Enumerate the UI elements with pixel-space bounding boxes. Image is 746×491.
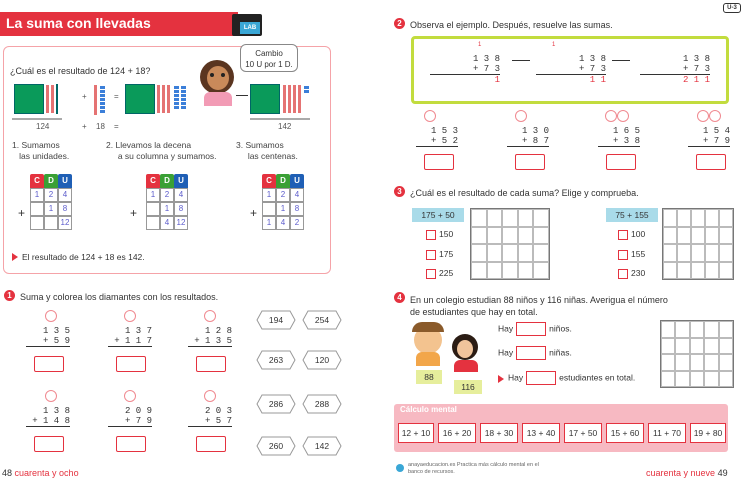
page-title: La suma con llevadas [6,15,151,31]
carry-mark-2: 1 [552,42,556,48]
sum-4: 1 3 8 + 1 4 8 [26,406,70,427]
line-total: Hay estudiantes en total. [508,371,635,385]
answer-box-1[interactable] [34,356,64,372]
ex3-sum-chip-1: 175 + 50 [412,208,464,222]
exercise-4-instruction: En un colegio estudian 88 niños y 116 niñas. Averigua el número de estudiantes que hay en total. [410,295,668,317]
example-sum-1: 1 3 8 + 7 3 1 [430,54,500,85]
ex2-answer-3[interactable] [606,154,636,170]
line-ninos: Hay niños. [498,322,572,336]
carry-circle[interactable] [605,110,617,122]
input-total[interactable] [526,371,556,385]
carry-mark-1: 1 [478,42,482,48]
ex2-answer-2[interactable] [515,154,545,170]
mental-calc-title: Cálculo mental [400,405,457,414]
mental-item-3[interactable]: 18 + 30 [480,423,518,443]
diamond-1[interactable]: 194 [256,310,296,330]
answer-box-5[interactable] [116,436,146,452]
sum-1: 1 3 5 + 5 9 [26,326,70,347]
arrow-1 [512,60,530,61]
carry-circle[interactable] [515,110,527,122]
boys-count-tag: 88 [416,370,442,384]
plus-1: + [18,206,26,220]
label-142: 142 [278,122,292,131]
mental-item-4[interactable]: 13 + 40 [522,423,560,443]
ex3-grid-2[interactable] [662,208,734,280]
answer-box-2[interactable] [116,356,146,372]
carry-circle[interactable] [697,110,709,122]
mental-item-1[interactable]: 12 + 10 [398,423,434,443]
answer-box-4[interactable] [34,436,64,452]
exercise-1-number: 1 [4,290,15,301]
video-lab-icon[interactable] [232,14,262,36]
step-3: 3. Sumamos las centenas. [236,140,298,161]
cdu-table-1: C D U 1 2 4 1 8 12 [30,174,72,230]
diamond-6[interactable]: 288 [302,394,342,414]
divider-1 [12,118,62,120]
web-icon [396,464,404,472]
ex3-option-1c[interactable]: 225 [426,268,453,279]
ex3-option-2c[interactable]: 230 [618,268,645,279]
ex3-option-1b[interactable]: 175 [426,249,453,260]
ex2-answer-1[interactable] [424,154,454,170]
diamond-4[interactable]: 120 [302,350,342,370]
ex2-sum-2: 1 3 0 + 8 7 [507,126,549,147]
divider-2 [250,118,310,120]
carry-circle[interactable] [45,310,57,322]
mental-item-7[interactable]: 11 + 70 [648,423,686,443]
exercise-1-instruction: Suma y colorea los diamantes con los resultados. [20,292,219,302]
label-124: 124 [36,122,50,131]
label-18: 18 [96,122,105,131]
ex2-sum-3: 1 6 5 + 3 8 [598,126,640,147]
exercise-4-number: 4 [394,292,405,303]
diamond-7[interactable]: 260 [256,436,296,456]
total-arrow-icon [498,375,504,383]
carry-circle[interactable] [204,310,216,322]
left-page-footer: 48 cuarenta y ocho [2,468,79,478]
diamond-3[interactable]: 263 [256,350,296,370]
ex4-grid[interactable] [660,320,734,388]
plus-2: + [130,206,138,220]
carry-circle[interactable] [124,310,136,322]
plus-3: + [250,206,258,220]
ex2-sum-1: 1 5 3 + 5 2 [416,126,458,147]
speech-line-2: 10 U por 1 D. [245,60,293,69]
regroup-arrow [236,95,248,96]
girls-count-tag: 116 [454,380,482,394]
example-question: ¿Cuál es el resultado de 124 + 18? [10,66,151,76]
sum-2: 1 3 7 + 1 1 7 [108,326,152,347]
web-note[interactable]: anayaeducacion.es Practica más cálculo mental en el banco de recursos. [408,462,539,475]
exercise-2-number: 2 [394,18,405,29]
carry-circle[interactable] [204,390,216,402]
equals-sign: = [114,92,119,101]
arrow-2 [612,60,630,61]
ex2-sum-4: 1 5 4 + 7 9 [688,126,730,147]
result-sentence: El resultado de 124 + 18 es 142. [22,252,145,262]
carry-circle[interactable] [617,110,629,122]
cdu-table-3: C D U 1 2 4 1 8 1 4 2 [262,174,304,230]
example-sum-2: 1 3 8 + 7 3 1 1 [536,54,606,85]
carry-circle[interactable] [45,390,57,402]
plus-sign: + [82,92,87,101]
exercise-3-instruction: ¿Cuál es el resultado de cada suma? Elige y comprueba. [410,188,639,198]
step-2: 2. Llevamos la decena a su columna y sumamos. [106,140,217,161]
answer-box-3[interactable] [196,356,226,372]
sum-5: 2 0 9 + 7 9 [108,406,152,427]
diamond-2[interactable]: 254 [302,310,342,330]
cdu-table-2: C D U 1 2 4 1 8 4 12 [146,174,188,230]
video-lab-label: LAB [240,22,260,34]
mental-item-5[interactable]: 17 + 50 [564,423,602,443]
answer-box-6[interactable] [196,436,226,452]
mental-item-8[interactable]: 19 + 80 [690,423,726,443]
speech-bubble [240,44,298,72]
carry-circle[interactable] [709,110,721,122]
unit-badge: U-3 [723,3,741,13]
sum-6: 2 0 3 + 5 7 [188,406,232,427]
step-1: 1. Sumamos las unidades. [12,140,70,161]
title-banner [0,12,238,36]
input-ninos[interactable] [516,322,546,336]
exercise-3-number: 3 [394,186,405,197]
result-arrow-icon [12,253,18,261]
ex3-option-2b[interactable]: 155 [618,249,645,260]
exercise-2-instruction: Observa el ejemplo. Después, resuelve las sumas. [410,20,613,30]
ex3-option-1a[interactable]: 150 [426,229,453,240]
ex2-answer-4[interactable] [696,154,726,170]
diamond-8[interactable]: 142 [302,436,342,456]
example-sum-3: 1 3 8 + 7 3 2 1 1 [640,54,710,85]
ex3-grid-1[interactable] [470,208,550,280]
right-page-footer: cuarenta y nueve 49 [646,468,728,478]
carry-circle[interactable] [424,110,436,122]
mental-item-2[interactable]: 16 + 20 [438,423,476,443]
speech-line-1: Cambio [255,49,283,58]
ex3-option-2a[interactable]: 100 [618,229,645,240]
sum-3: 1 2 8 + 1 3 5 [188,326,232,347]
diamond-5[interactable]: 286 [256,394,296,414]
mental-item-6[interactable]: 15 + 60 [606,423,644,443]
ex3-sum-chip-2: 75 + 155 [606,208,658,222]
label-eq: = [114,122,119,131]
input-ninas[interactable] [516,346,546,360]
line-ninas: Hay niñas. [498,346,572,360]
label-plus: + [82,122,87,131]
carry-circle[interactable] [124,390,136,402]
